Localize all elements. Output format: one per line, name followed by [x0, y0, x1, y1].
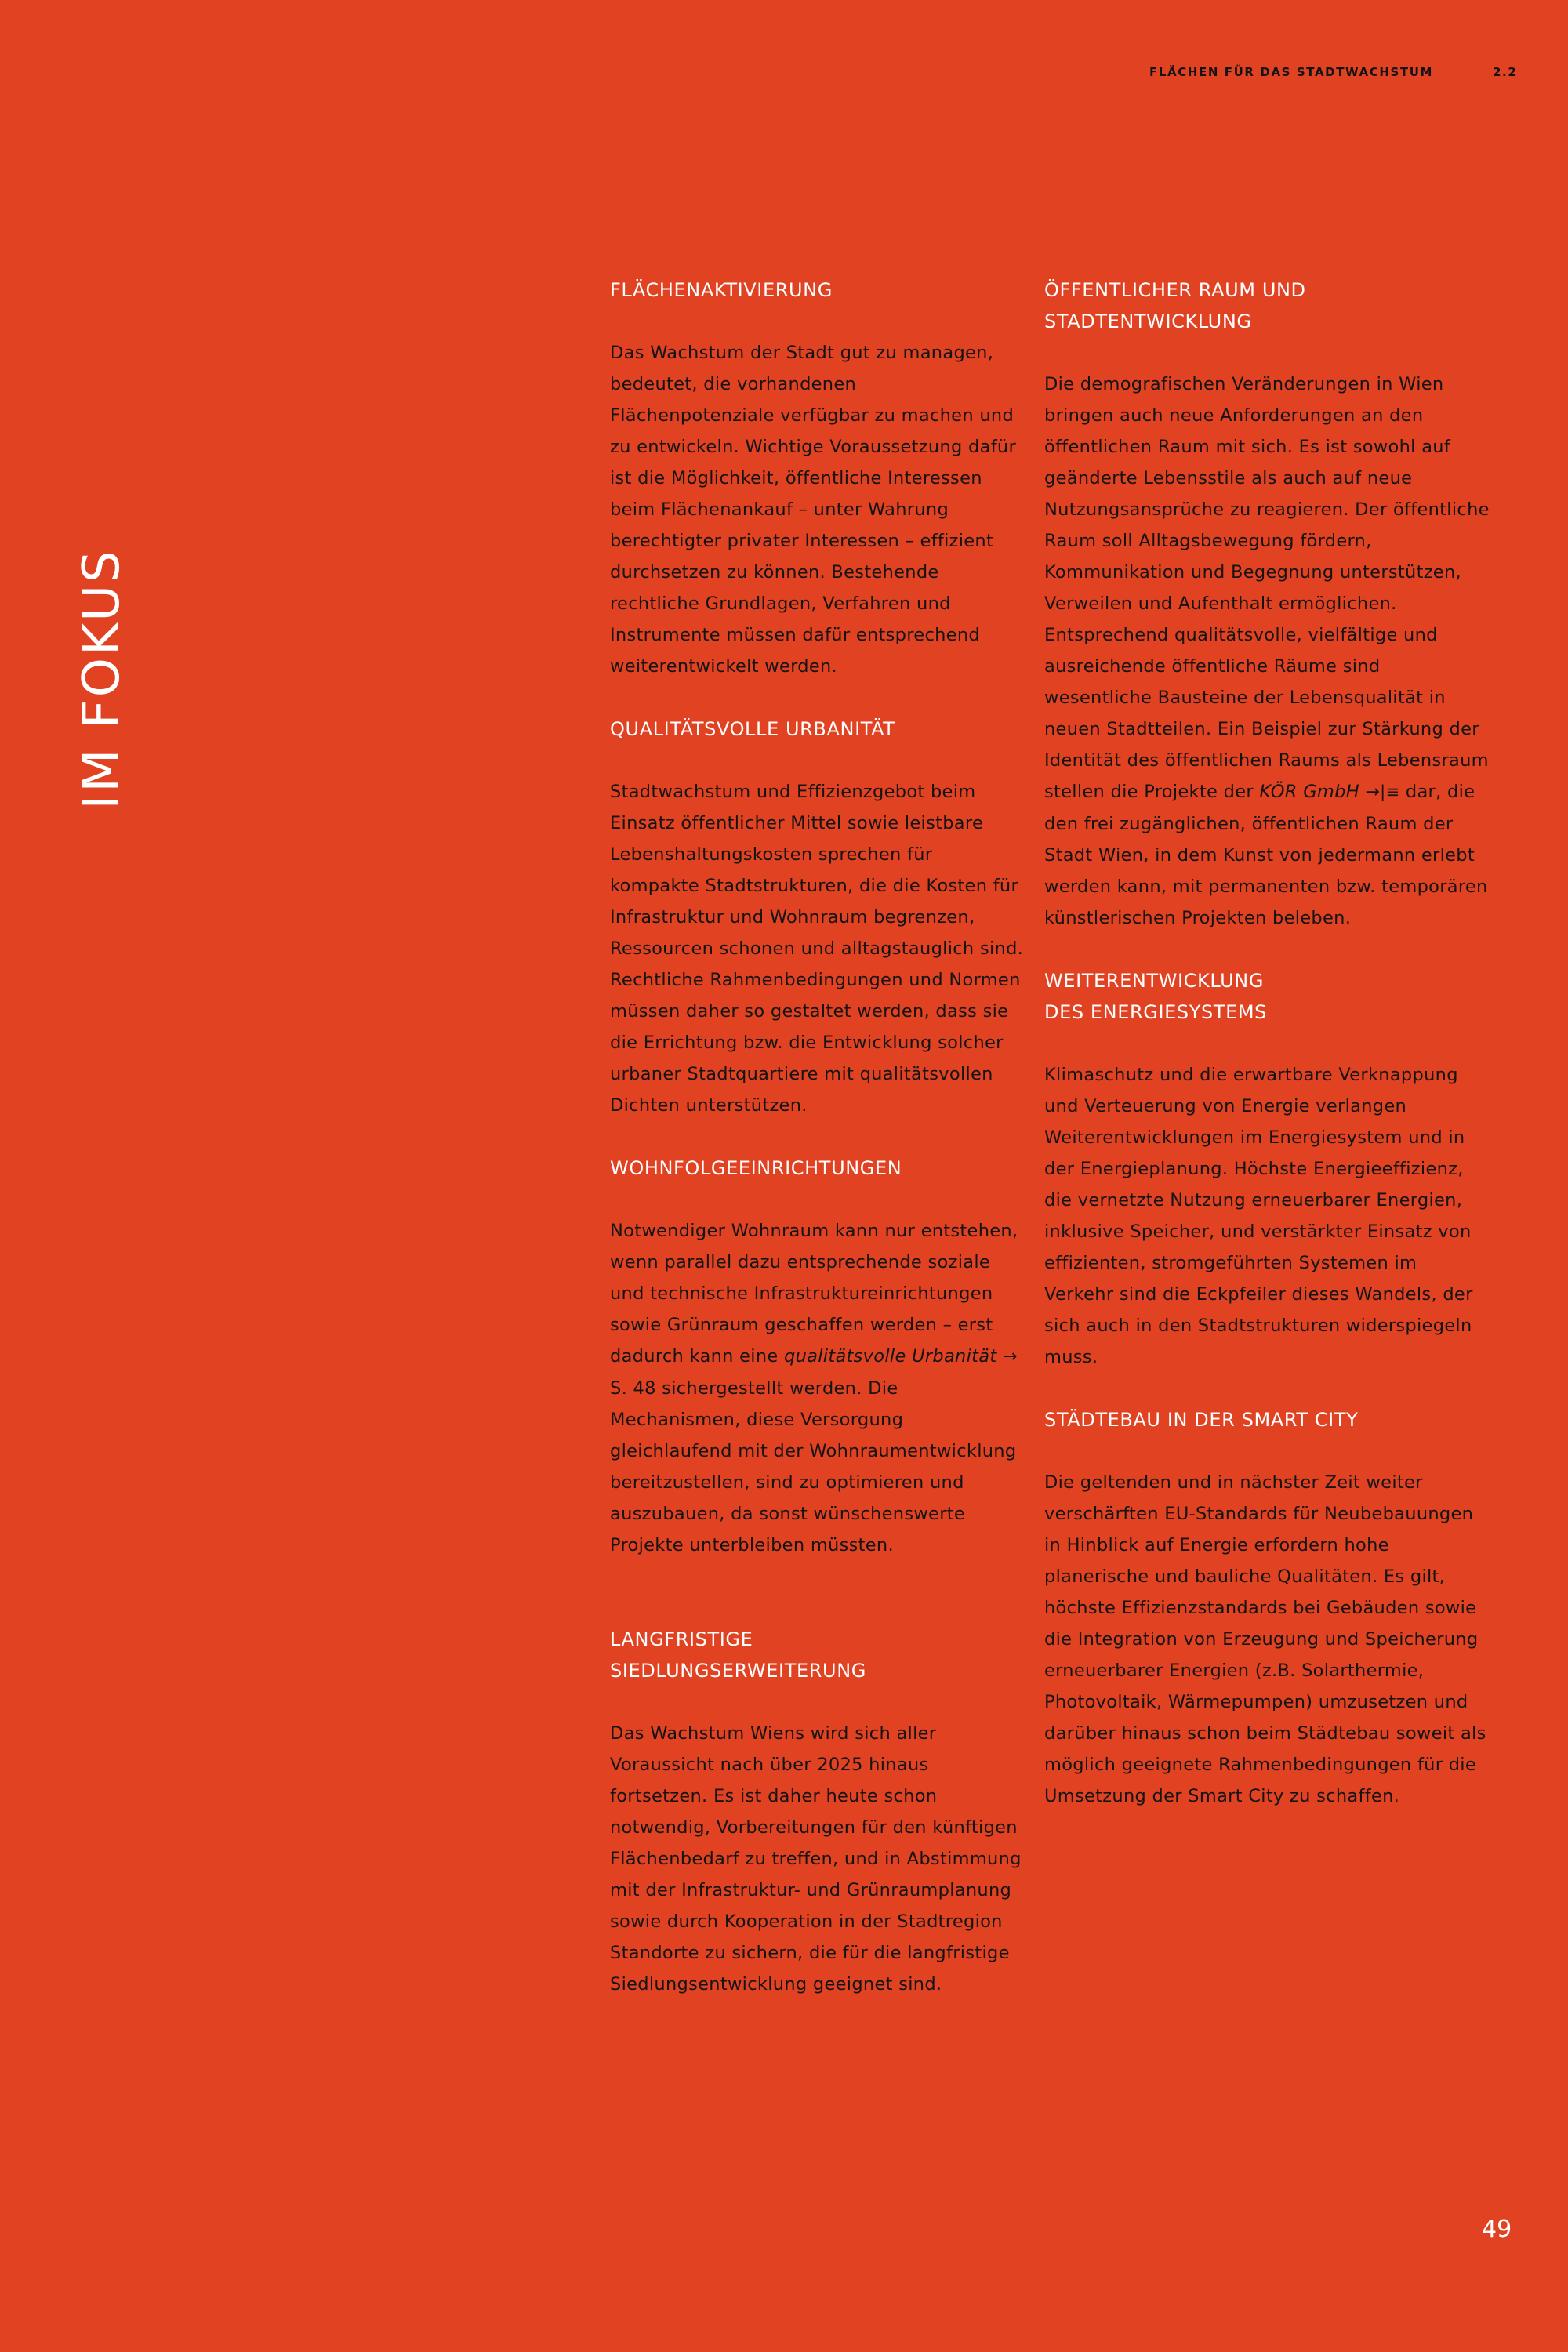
section-flaechenaktivierung — [610, 274, 1025, 682]
section-qualitaetsvolle-urbanitaet — [610, 713, 1025, 1121]
section-heading: STÄDTEBAU IN DER SMART CITY — [1044, 1409, 1359, 1431]
arrow-right-icon: → — [1002, 1347, 1018, 1367]
section-wohnfolgeeinrichtungen — [610, 1152, 1025, 1561]
section-heading: QUALITÄTSVOLLE URBANITÄT — [610, 718, 895, 740]
section-oeffentlicher-raum — [1044, 274, 1491, 934]
section-body: Stadtwachstum und Effizienzgebot beim Einsatz öffentlicher Mittel sowie leistbare Lebenshaltungskosten sprechen für kompakte Stadtstrukturen, die die Kosten für Infrastruktur und Wohnraum begrenzen, Ressourcen schonen und alltagstauglich sind. Rechtliche Rahmenbedingungen und Normen müssen daher so gestaltet werden, dass sie die Errichtung bzw. die Entwicklung solcher urbaner Stadtquartiere mit qualitätsvollen Dichten unterstützen. — [610, 782, 1024, 1116]
section-heading: WEITERENTWICKLUNG DES ENERGIESYSTEMS — [1044, 970, 1267, 1023]
section-body: Das Wachstum Wiens wird sich aller Voraussicht nach über 2025 hinaus fortsetzen. Es ist daher heute schon notwendig, Vorbereitungen für den künftigen Flächenbedarf zu treffen, und in Abstimmung mit der Infrastruktur- und Grünraumplanung sowie durch Kooperation in der Stadtregion Standorte zu sichern, die für die langfristige Siedlungsentwicklung geeignet sind. — [610, 1723, 1022, 1994]
running-header-title: FLÄCHEN FÜR DAS STADTWACHSTUM — [1149, 65, 1434, 79]
section-body: Notwendiger Wohnraum kann nur entstehen, wenn parallel dazu entsprechende soziale und technische Infrastruktureinrichtungen sowie Grünraum geschaffen werden – erst dadurch kann eine qualitätsvolle Urbanität → S. 48 sichergestellt werden. Die Mechanismen, diese Versorgung gleichlaufend mit der Wohnraumentwicklung bereitzustellen, sind zu optimieren und auszubauen, da sonst wünschenswerte Projekte unterbleiben müssten. — [610, 1221, 1018, 1555]
page-reference[interactable]: S. 48 — [610, 1378, 656, 1399]
cross-reference-link[interactable]: qualitätsvolle Urbanität — [784, 1346, 997, 1367]
list-icon[interactable]: |≡ — [1380, 782, 1400, 801]
section-body: Klimaschutz und die erwartbare Verknappung und Verteuerung von Energie verlangen Weiterentwicklungen im Energiesystem und in der Energieplanung. Höchste Energieeffizienz, die vernetzte Nutzung erneuerbarer Energien, inklusive Speicher, und verstärkter Einsatz von effizienten, stromgeführten Systemen im Verkehr sind die Eckpfeiler dieses Wandels, der sich auch in den Stadtstrukturen widerspiegeln muss. — [1044, 1065, 1473, 1367]
section-heading: LANGFRISTIGE SIEDLUNGSERWEITERUNG — [610, 1628, 866, 1682]
section-heading: ÖFFENTLICHER RAUM UND STADTENTWICKLUNG — [1044, 279, 1306, 332]
section-body: Die demografischen Veränderungen in Wien bringen auch neue Anforderungen an den öffentlichen Raum mit sich. Es ist sowohl auf geänderte Lebensstile als auch auf neue Nutzungsansprüche zu reagieren. Der öffentliche Raum soll Alltagsbewegung fördern, Kommunikation und Begegnung unterstützen, Verweilen und Aufenthalt ermöglichen. Entsprechend qualitätsvolle, vielfältige und ausreichende öffentliche Räume sind wesentliche Bausteine der Lebensqualität in neuen Stadtteilen. Ein Beispiel zur Stärkung der Identität des öffentlichen Raums als Lebensraum stellen die Projekte der KÖR GmbH →|≡ dar, die den frei zugänglichen, öffentlichen Raum der Stadt Wien, in dem Kunst von jedermann erlebt werden kann, mit permanenten bzw. temporären künstlerischen Projekten beleben. — [1044, 374, 1490, 928]
cross-reference-link[interactable]: KÖR GmbH — [1259, 782, 1359, 802]
left-column — [610, 274, 1025, 2031]
section-number: 2.2 — [1493, 65, 1518, 79]
arrow-right-icon: → — [1365, 782, 1381, 802]
section-body: Die geltenden und in nächster Zeit weiter verschärften EU-Standards für Neubebauungen in Hinblick auf Energie erfordern hohe planerische und bauliche Qualitäten. Es gilt, höchste Effizienzstandards bei Gebäuden sowie die Integration von Erzeugung und Speicherung erneuerbarer Energien (z.B. Solarthermie, Photovoltaik, Wärmepumpen) umzusetzen und darüber hinaus schon beim Städtebau soweit als möglich geeignete Rahmenbedingungen für die Umsetzung der Smart City zu schaffen. — [1044, 1472, 1486, 1806]
section-staedtebau-smart-city — [1044, 1404, 1491, 1812]
section-heading: FLÄCHENAKTIVIERUNG — [610, 279, 833, 301]
section-langfristige-siedlungserweiterung — [610, 1624, 1025, 2000]
section-heading: WOHNFOLGEEINRICHTUNGEN — [610, 1157, 902, 1179]
page-number: 49 — [1482, 2216, 1512, 2243]
section-energiesystem — [1044, 965, 1491, 1373]
section-body: Das Wachstum der Stadt gut zu managen, bedeutet, die vorhandenen Flächenpotenziale verfügbar zu machen und zu entwickeln. Wichtige Voraussetzung dafür ist die Möglichkeit, öffentliche Interessen beim Flächenankauf – unter Wahrung berechtigter privater Interessen – effizient durchsetzen zu können. Bestehende rechtliche Grundlagen, Verfahren und Instrumente müssen dafür entsprechend weiterentwickelt werden. — [610, 343, 1017, 677]
side-title: IM FOKUS — [73, 548, 131, 810]
right-column — [1044, 274, 1491, 1843]
